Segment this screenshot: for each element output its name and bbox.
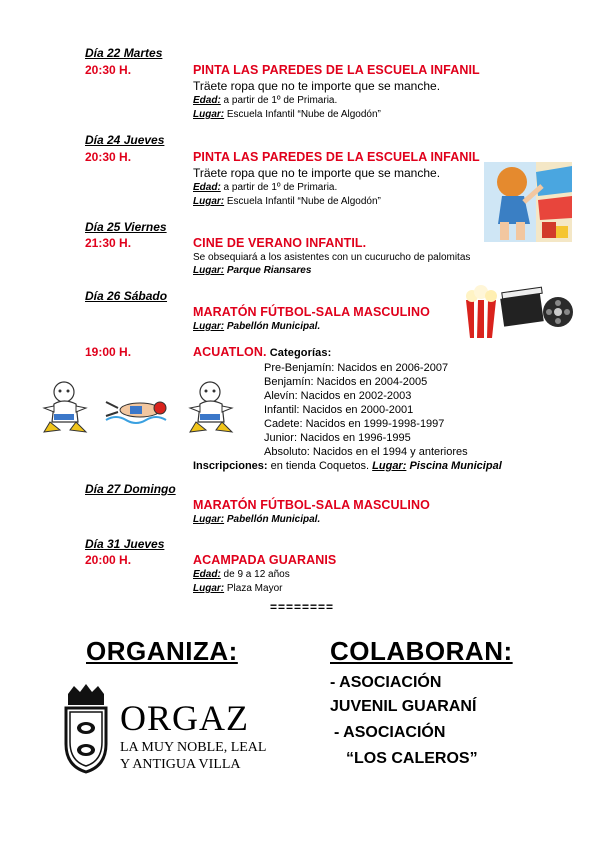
event-title: PINTA LAS PAREDES DE LA ESCUELA INFANIL: [193, 63, 480, 77]
category-item: Pre-Benjamín: Nacidos en 2006-2007: [264, 362, 449, 374]
organiza-heading: ORGANIZA:: [86, 636, 238, 666]
event-place: [193, 196, 381, 207]
event-time: 21:30 H.: [85, 236, 132, 250]
age-value: de 9 a 12 años: [220, 569, 290, 580]
place-label: Lugar:: [193, 514, 225, 525]
place-value: Parque Riansares: [224, 265, 312, 276]
category-item: Infantil: Nacidos en 2000-2001: [264, 404, 414, 416]
event-age: [193, 182, 337, 193]
age-label: Edad:: [193, 182, 221, 193]
cinema-popcorn-illustration: [462, 282, 574, 340]
event-day: Día 25 Viernes: [85, 220, 167, 234]
category-item: Absoluto: Nacidos en el 1994 y anteriores: [264, 446, 468, 458]
place-label: Lugar:: [193, 196, 225, 207]
swimmer-diving-illustration: [104, 390, 174, 430]
place-value: Escuela Infantil “Nube de Algodón”: [224, 109, 381, 120]
orgaz-coat-of-arms-icon: [60, 684, 112, 776]
place-value: Plaza Mayor: [224, 583, 283, 594]
place-value: Pabellón Municipal.: [224, 514, 321, 525]
registration-value: en tienda Coquetos.: [267, 460, 373, 472]
event-title: [193, 345, 331, 359]
collaborator-line: “LOS CALEROS”: [346, 750, 478, 767]
event-place: [193, 265, 311, 276]
place-label: Lugar:: [372, 460, 407, 472]
place-label: Lugar:: [193, 583, 225, 594]
place-label: Lugar:: [193, 109, 225, 120]
event-time: 20:30 H.: [85, 150, 132, 164]
age-label: Edad:: [193, 569, 221, 580]
logo-tagline-2: Y ANTIGUA VILLA: [120, 757, 241, 772]
swimmer-cartoon-illustration: [40, 378, 92, 436]
event-place: [193, 583, 282, 594]
registration-label: Inscripciones:: [193, 460, 268, 472]
collaborator-line: - ASOCIACIÓN: [334, 724, 446, 741]
registration-line: [193, 460, 502, 472]
category-item: Alevín: Nacidos en 2002-2003: [264, 390, 412, 402]
place-label: Lugar:: [193, 265, 225, 276]
section-separator: ========: [270, 600, 335, 614]
category-item: Benjamín: Nacidos en 2004-2005: [264, 376, 428, 388]
event-place: [193, 109, 381, 120]
event-age: [193, 95, 337, 106]
event-title: PINTA LAS PAREDES DE LA ESCUELA INFANIL: [193, 150, 480, 164]
age-value: a partir de 1º de Primaria.: [220, 95, 338, 106]
event-time: 20:30 H.: [85, 63, 132, 77]
place-value: Escuela Infantil “Nube de Algodón”: [224, 196, 381, 207]
collaborator-line: JUVENIL GUARANÍ: [330, 698, 477, 715]
event-day: Día 31 Jueves: [85, 537, 165, 551]
category-item: Junior: Nacidos en 1996-1995: [264, 432, 411, 444]
orgaz-logo: [60, 684, 270, 776]
event-place: [193, 514, 320, 525]
event-age: [193, 569, 290, 580]
event-day: Día 22 Martes: [85, 46, 163, 60]
event-title: ACAMPADA GUARANIS: [193, 553, 337, 567]
event-day: Día 27 Domingo: [85, 482, 176, 496]
place-value: Piscina Municipal: [406, 460, 502, 472]
event-day: Día 26 Sábado: [85, 289, 168, 303]
category-item: Cadete: Nacidos en 1999-1998-1997: [264, 418, 445, 430]
categories-label: Categorías:: [266, 347, 332, 359]
event-day: Día 24 Jueves: [85, 133, 165, 147]
event-place: [193, 321, 320, 332]
event-description: Se obsequiará a los asistentes con un cucurucho de palomitas: [193, 252, 471, 263]
event-title: MARATÓN FÚTBOL-SALA MASCULINO: [193, 498, 430, 512]
place-value: Pabellón Municipal.: [224, 321, 321, 332]
logo-name: ORGAZ: [120, 698, 249, 738]
collaborator-line: - ASOCIACIÓN: [330, 674, 442, 691]
age-label: Edad:: [193, 95, 221, 106]
event-time: 19:00 H.: [85, 345, 132, 359]
acuatlon-title: ACUATLON.: [193, 345, 267, 359]
event-time: 20:00 H.: [85, 553, 132, 567]
logo-tagline-1: LA MUY NOBLE, LEAL: [120, 740, 267, 755]
event-title: CINE DE VERANO INFANTIL.: [193, 236, 367, 250]
age-value: a partir de 1º de Primaria.: [220, 182, 338, 193]
colaboran-heading: COLABORAN:: [330, 636, 513, 666]
event-title: MARATÓN FÚTBOL-SALA MASCULINO: [193, 305, 430, 319]
event-description: Träete ropa que no te importe que se manche.: [193, 166, 441, 180]
painting-child-illustration: [484, 162, 572, 242]
place-label: Lugar:: [193, 321, 225, 332]
event-description: Träete ropa que no te importe que se manche.: [193, 79, 441, 93]
swimmer-cartoon-illustration: [186, 378, 238, 436]
